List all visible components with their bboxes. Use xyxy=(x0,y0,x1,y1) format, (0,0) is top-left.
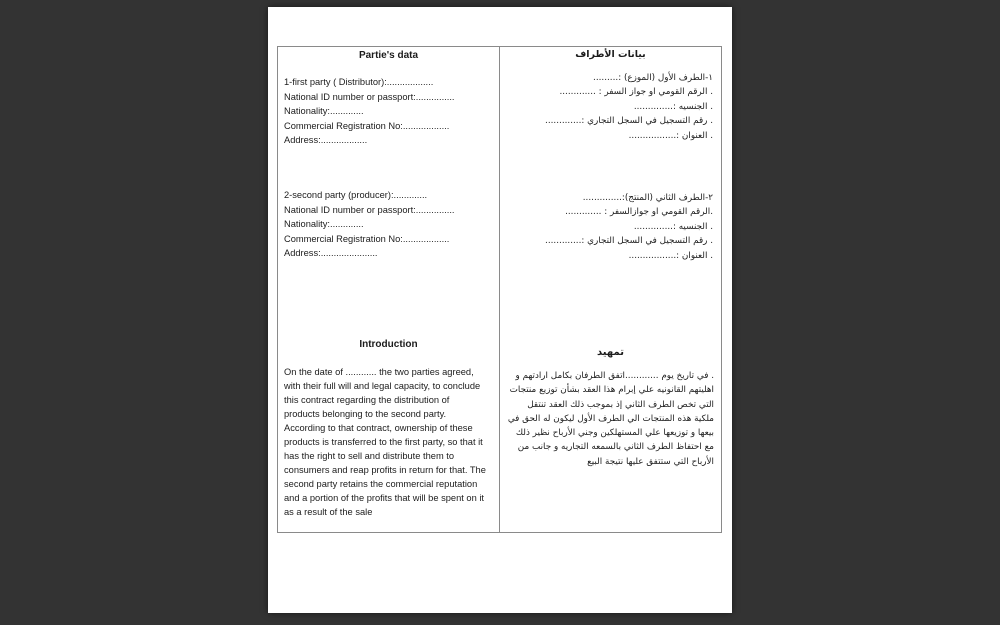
field-line-nationality: Nationality:............. xyxy=(284,106,364,116)
field-line-address-ar: . العنوان :................. xyxy=(628,130,713,141)
field-line-commercial-registration: Commercial Registration No:.................. xyxy=(284,120,450,131)
first-party-block-ar xyxy=(504,71,713,143)
field-line-commercial-registration-ar: . رقم التسجيل في السجل التجاري :............. xyxy=(545,236,713,247)
field-line-first-party-ar: ١-الطرف الأول (الموزع) :......... xyxy=(593,73,713,83)
field-line-commercial-registration: Commercial Registration No:.................. xyxy=(284,233,450,244)
field-line-commercial-registration-ar: . رقم التسجيل في السجل التجاري :............. xyxy=(545,116,713,127)
second-party-block-en xyxy=(284,188,495,261)
introduction-title-ar: تمهيد xyxy=(597,347,624,358)
field-line-second-party-ar: ٢-الطرف الثاني (المنتج):.............. xyxy=(582,193,713,203)
field-line-nationality-ar: . الجنسيه :.............. xyxy=(633,221,713,232)
field-line-national-id: National ID number or passport:............... xyxy=(284,91,455,102)
introduction-paragraph-ar: . في تاريخ يوم ............اتفق الطرفان بكامل ارادتهم و اهليتهم القانونيه علي إبرام هذا العقد بشأن توزيع منتجات التي تخص الطرف الثاني إذ بموجب ذلك العقد تنتقل ملكية هذه المنتجات الي الطرف الأول ليكون له الحق في بيعها و توزيعها علي المستهلكين وجني الأرباح نظير ذلك مع احتفاظ الطرف الثاني بالسمعه التجاريه و جانب من الأرباح التي ستتفق عليها نتيجة البيع xyxy=(507,371,714,467)
field-line-nationality-ar: . الجنسيه :.............. xyxy=(633,101,713,112)
contract-table xyxy=(277,46,722,533)
field-line-address: Address:.................. xyxy=(284,135,368,145)
field-line-first-party: 1-first party ( Distributor):.................. xyxy=(284,77,434,87)
field-line-address-ar: . العنوان :................. xyxy=(628,250,713,261)
field-line-address: Address:...................... xyxy=(284,248,378,258)
english-column xyxy=(278,47,500,532)
field-line-national-id-ar: . الرقم القومي او جواز السفر : ............. xyxy=(559,87,713,98)
arabic-section-title: بيانات الأطراف xyxy=(575,49,646,60)
introduction-title-en: Introduction xyxy=(359,339,418,350)
field-line-national-id: National ID number or passport:............... xyxy=(284,204,455,215)
field-line-national-id-ar: .الرقم القومي او جوازالسفر : ............. xyxy=(565,207,713,218)
document-page xyxy=(268,7,732,613)
field-line-second-party: 2-second party (producer):............. xyxy=(284,190,428,200)
first-party-block-en xyxy=(284,75,495,148)
introduction-paragraph-en: On the date of ............ the two parties agreed, with their full will and legal capacity, to conclude this contract regarding the distribution of products belonging to the second party. According to that contract, ownership of these products is transferred to the first party, so that it has the right to sell and distribute them to consumers and reap profits in return for that. The second party retains the commercial reputation and a portion of the profits that will be spent on it as a result of the sale xyxy=(284,367,486,517)
english-section-title: Partie's data xyxy=(358,50,419,61)
arabic-column xyxy=(500,47,721,532)
field-line-nationality: Nationality:............. xyxy=(284,219,364,229)
second-party-block-ar xyxy=(504,191,713,263)
